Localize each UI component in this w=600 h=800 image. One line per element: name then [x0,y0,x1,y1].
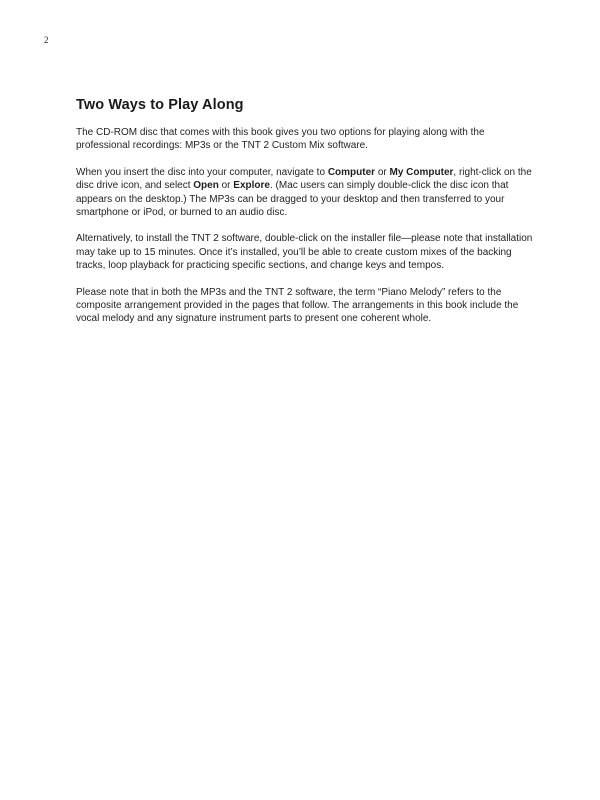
paragraph-intro: The CD-ROM disc that comes with this book gives you two options for playing along with the professional recordings: MP3s or the TNT 2 Custom Mix software. [76,127,485,152]
p2-text-2: or [375,166,390,178]
my-computer-term: My Computer [389,166,454,178]
paragraph-mp3-instructions [76,166,536,220]
p2-text-5: . (Mac users can simply double-click the disc icon that appears on the desktop.) The MP3s can be dragged to your desktop and then transferred to your smartphone or iPod, or burned to an audio disc. [76,180,509,219]
computer-term: Computer [327,166,376,178]
p2-text-3: , right-click on the disc drive icon, and select [76,166,532,192]
p2-text-4: or [218,180,234,192]
main-content [76,97,536,339]
paragraph-piano-melody-note: Please note that in both the MP3s and the TNT 2 software, the term “Piano Melody” refers to the composite arrangement provided in the pages that follow. The arrangements in this book include the vocal melody and any signature instrument parts to present one coherent whole. [76,286,519,325]
open-term: Open [193,180,219,192]
p2-text-1: When you insert the disc into your computer, navigate to [76,166,328,178]
paragraph-tnt-install: Alternatively, to install the TNT 2 software, double-click on the installer file—please note that installation may take up to 15 minutes. Once it’s installed, you’ll be able to create custom mixes of the backing tracks, loop playback for practicing specific sections, and change keys and tempos. [76,233,533,272]
page-number: 2 [44,35,49,45]
explore-term: Explore [233,180,270,192]
section-heading: Two Ways to Play Along [76,97,244,113]
